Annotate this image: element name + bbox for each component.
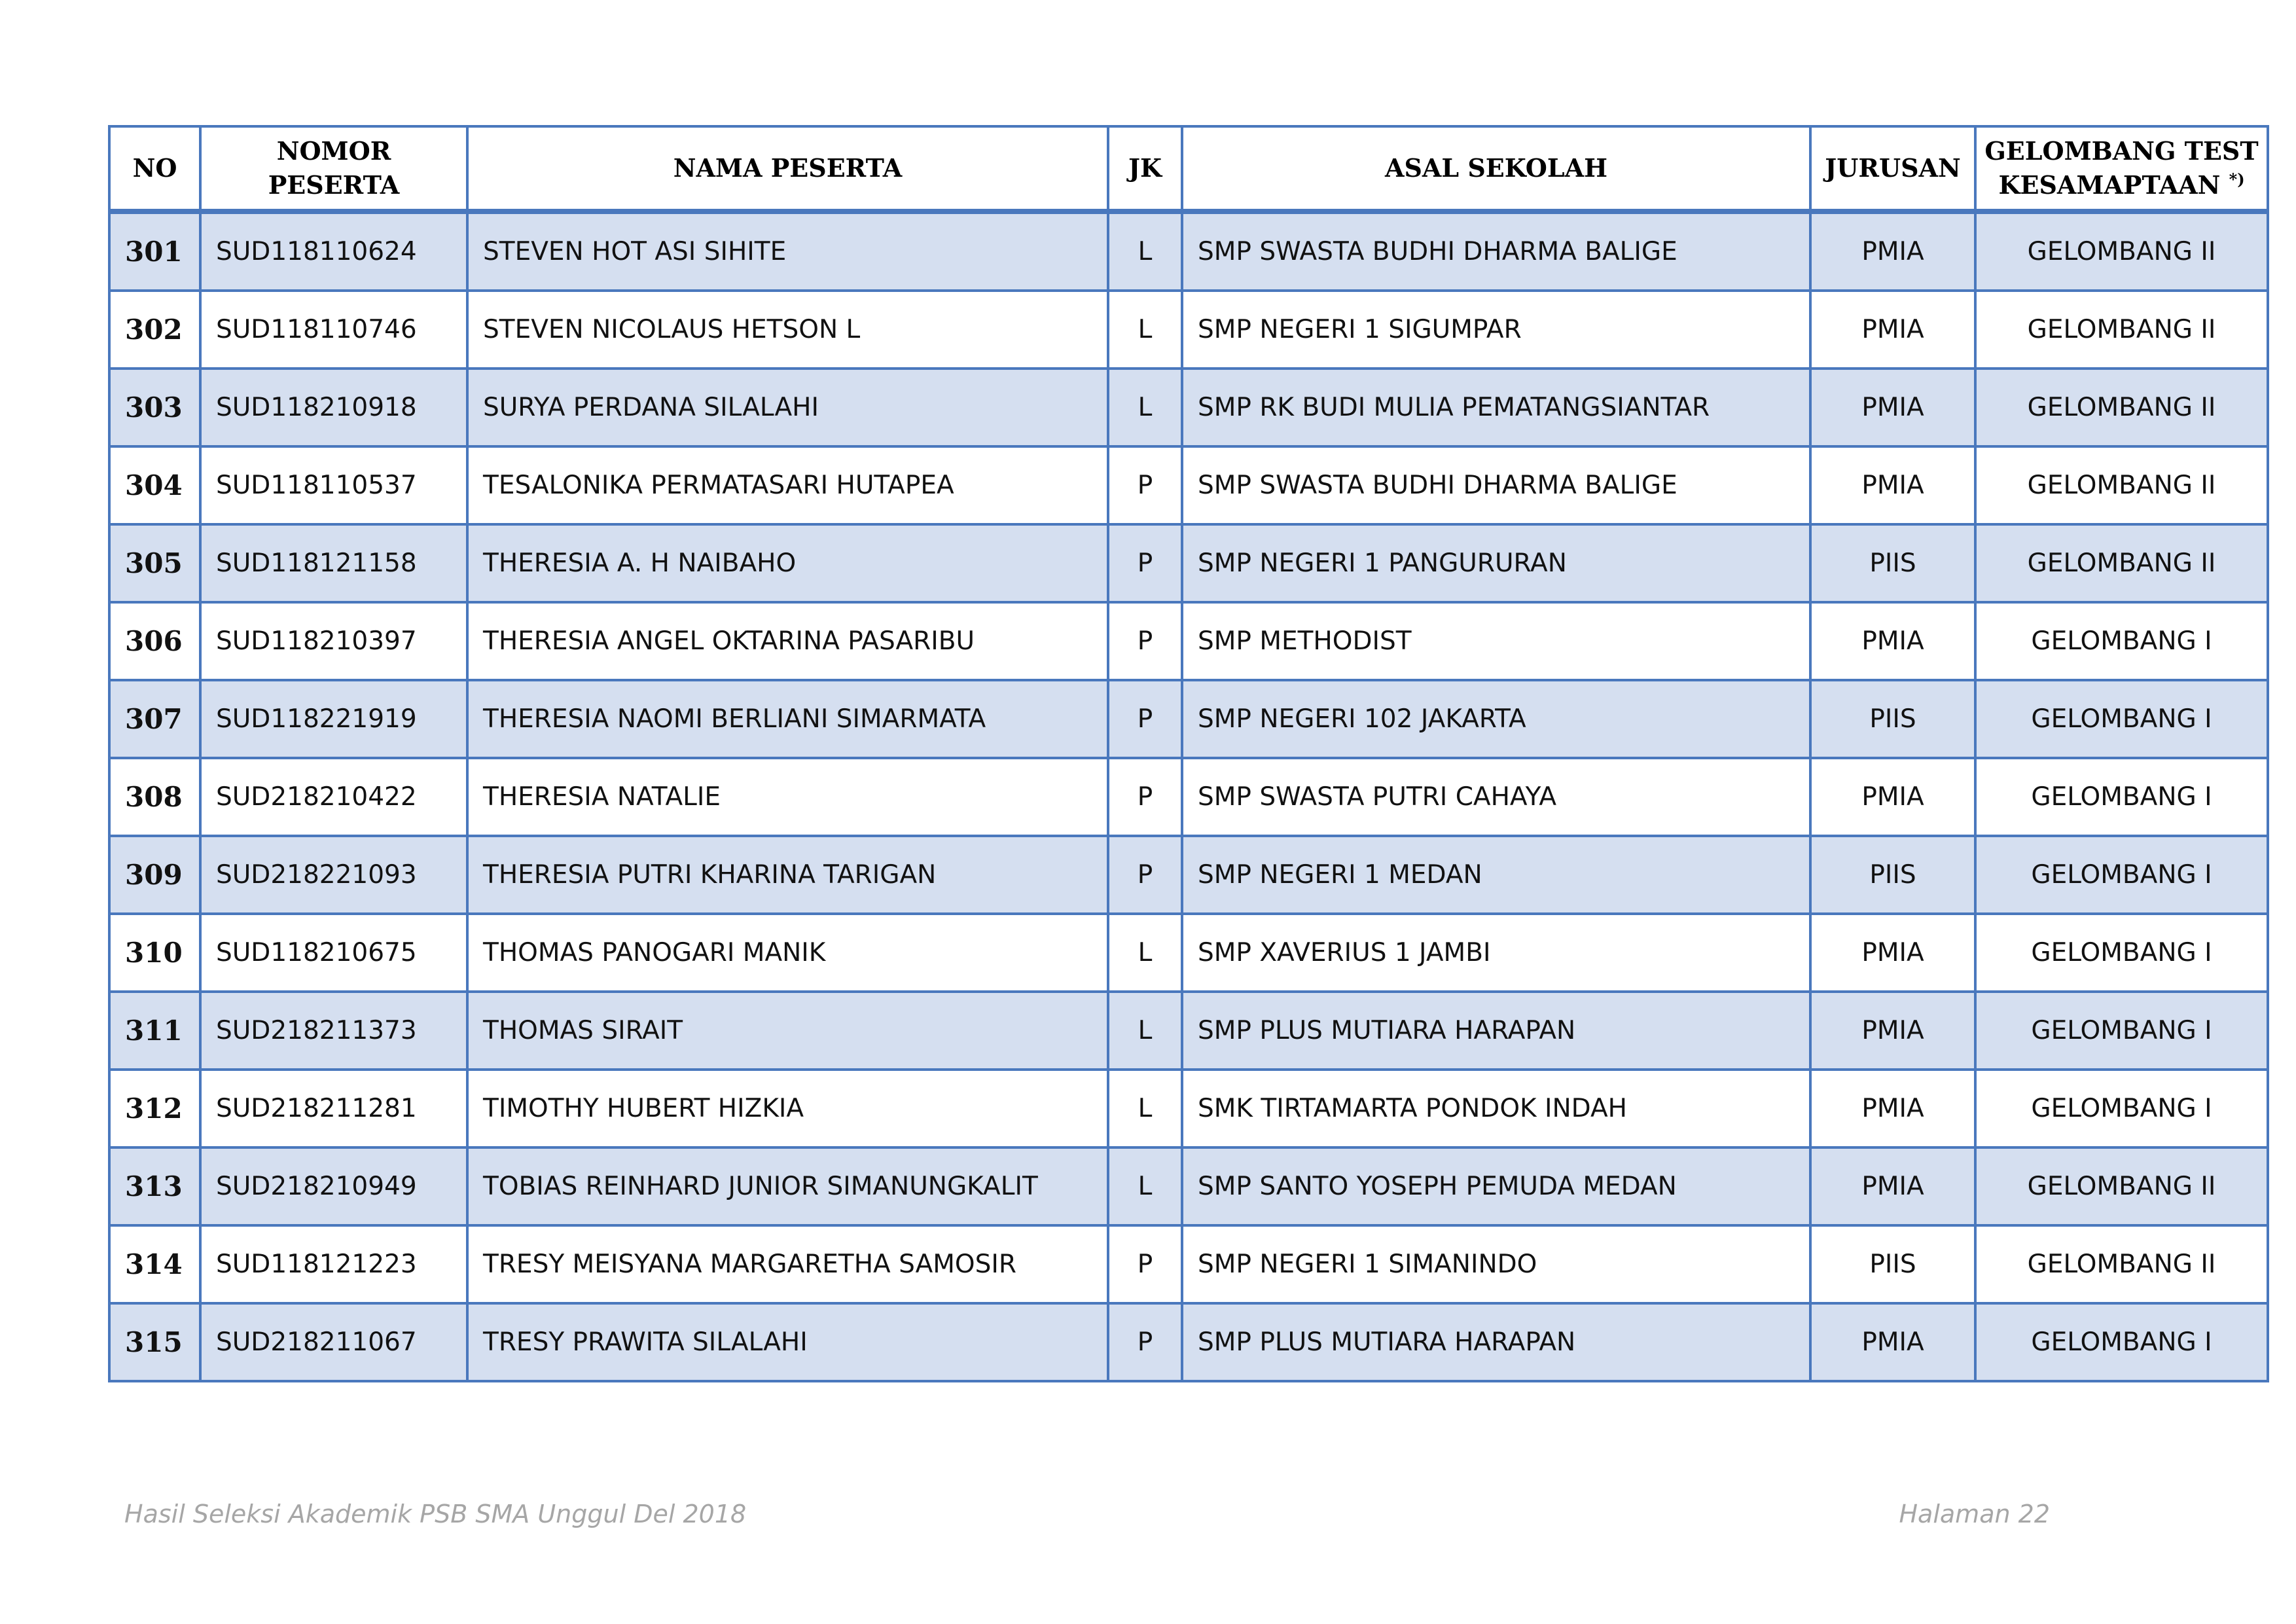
table-row [109,836,2268,914]
cell-asal-sekolah: SMP RK BUDI MULIA PEMATANGSIANTAR [1182,369,1810,446]
table-row [109,602,2268,680]
cell-nama-peserta: THERESIA NATALIE [467,758,1108,836]
cell-asal-sekolah: SMP PLUS MUTIARA HARAPAN [1182,1303,1810,1381]
cell-nama-peserta: THOMAS PANOGARI MANIK [467,914,1108,992]
cell-nomor-peserta: SUD118121223 [200,1225,467,1303]
cell-jurusan: PMIA [1810,1147,1975,1225]
cell-asal-sekolah: SMP SANTO YOSEPH PEMUDA MEDAN [1182,1147,1810,1225]
cell-jurusan: PMIA [1810,602,1975,680]
cell-jk: L [1108,211,1182,291]
cell-jk: P [1108,1303,1182,1381]
cell-nomor-peserta: SUD118221919 [200,680,467,758]
table-row [109,524,2268,602]
table-row [109,446,2268,524]
table-row [109,758,2268,836]
cell-jk: P [1108,836,1182,914]
table-row [109,914,2268,992]
table-row [109,1303,2268,1381]
cell-jurusan: PMIA [1810,758,1975,836]
cell-no: 302 [109,291,200,369]
cell-nomor-peserta: SUD218210422 [200,758,467,836]
cell-jk: P [1108,524,1182,602]
cell-no: 315 [109,1303,200,1381]
cell-gelombang: GELOMBANG II [1975,524,2268,602]
cell-no: 306 [109,602,200,680]
cell-gelombang: GELOMBANG II [1975,1225,2268,1303]
header-asal-sekolah: ASAL SEKOLAH [1182,126,1810,211]
cell-jk: L [1108,1070,1182,1147]
cell-no: 303 [109,369,200,446]
cell-nama-peserta: THOMAS SIRAIT [467,992,1108,1070]
cell-nama-peserta: THERESIA ANGEL OKTARINA PASARIBU [467,602,1108,680]
cell-jk: L [1108,1147,1182,1225]
cell-asal-sekolah: SMP SWASTA PUTRI CAHAYA [1182,758,1810,836]
cell-asal-sekolah: SMK TIRTAMARTA PONDOK INDAH [1182,1070,1810,1147]
table-header-row [109,126,2268,211]
cell-nomor-peserta: SUD118110624 [200,211,467,291]
cell-asal-sekolah: SMP NEGERI 1 MEDAN [1182,836,1810,914]
cell-nomor-peserta: SUD118210675 [200,914,467,992]
cell-nama-peserta: TOBIAS REINHARD JUNIOR SIMANUNGKALIT [467,1147,1108,1225]
cell-gelombang: GELOMBANG II [1975,446,2268,524]
table-body [109,211,2268,1381]
cell-nama-peserta: TESALONIKA PERMATASARI HUTAPEA [467,446,1108,524]
cell-jurusan: PMIA [1810,369,1975,446]
table-row [109,1070,2268,1147]
cell-jurusan: PMIA [1810,914,1975,992]
cell-no: 305 [109,524,200,602]
cell-nama-peserta: TIMOTHY HUBERT HIZKIA [467,1070,1108,1147]
cell-asal-sekolah: SMP XAVERIUS 1 JAMBI [1182,914,1810,992]
cell-no: 307 [109,680,200,758]
cell-gelombang: GELOMBANG I [1975,914,2268,992]
cell-nama-peserta: THERESIA NAOMI BERLIANI SIMARMATA [467,680,1108,758]
table-row [109,992,2268,1070]
cell-jurusan: PMIA [1810,446,1975,524]
footnote-mark: *) [2229,170,2245,189]
cell-nomor-peserta: SUD218211373 [200,992,467,1070]
header-jurusan: JURUSAN [1810,126,1975,211]
cell-nama-peserta: THERESIA A. H NAIBAHO [467,524,1108,602]
header-gelombang-test: GELOMBANG TEST KESAMAPTAAN *) [1975,126,2268,211]
cell-jk: L [1108,291,1182,369]
cell-gelombang: GELOMBANG II [1975,369,2268,446]
cell-gelombang: GELOMBANG I [1975,1070,2268,1147]
cell-jk: L [1108,369,1182,446]
cell-nomor-peserta: SUD118121158 [200,524,467,602]
cell-gelombang: GELOMBANG II [1975,1147,2268,1225]
cell-no: 311 [109,992,200,1070]
cell-asal-sekolah: SMP PLUS MUTIARA HARAPAN [1182,992,1810,1070]
table-row [109,369,2268,446]
cell-no: 310 [109,914,200,992]
cell-gelombang: GELOMBANG I [1975,1303,2268,1381]
table-row [109,680,2268,758]
cell-nama-peserta: TRESY PRAWITA SILALAHI [467,1303,1108,1381]
header-nama-peserta: NAMA PESERTA [467,126,1108,211]
cell-gelombang: GELOMBANG I [1975,602,2268,680]
cell-jurusan: PIIS [1810,836,1975,914]
cell-jk: L [1108,992,1182,1070]
cell-gelombang: GELOMBANG I [1975,992,2268,1070]
cell-asal-sekolah: SMP NEGERI 1 SIGUMPAR [1182,291,1810,369]
cell-nomor-peserta: SUD218221093 [200,836,467,914]
cell-asal-sekolah: SMP SWASTA BUDHI DHARMA BALIGE [1182,446,1810,524]
cell-nomor-peserta: SUD118110537 [200,446,467,524]
cell-no: 312 [109,1070,200,1147]
cell-nama-peserta: STEVEN HOT ASI SIHITE [467,211,1108,291]
cell-nomor-peserta: SUD118210918 [200,369,467,446]
cell-gelombang: GELOMBANG I [1975,758,2268,836]
cell-nama-peserta: SURYA PERDANA SILALAHI [467,369,1108,446]
table-row [109,291,2268,369]
header-nomor-peserta: NOMOR PESERTA [200,126,467,211]
cell-jurusan: PMIA [1810,1303,1975,1381]
cell-no: 308 [109,758,200,836]
cell-jurusan: PIIS [1810,680,1975,758]
cell-jurusan: PIIS [1810,1225,1975,1303]
cell-jurusan: PIIS [1810,524,1975,602]
cell-asal-sekolah: SMP NEGERI 1 SIMANINDO [1182,1225,1810,1303]
table-row [109,211,2268,291]
cell-gelombang: GELOMBANG I [1975,680,2268,758]
cell-nomor-peserta: SUD218211067 [200,1303,467,1381]
cell-jurusan: PMIA [1810,291,1975,369]
cell-jurusan: PMIA [1810,1070,1975,1147]
cell-asal-sekolah: SMP NEGERI 102 JAKARTA [1182,680,1810,758]
cell-jurusan: PMIA [1810,992,1975,1070]
cell-jurusan: PMIA [1810,211,1975,291]
cell-jk: P [1108,602,1182,680]
header-no: NO [109,126,200,211]
cell-asal-sekolah: SMP NEGERI 1 PANGURURAN [1182,524,1810,602]
cell-gelombang: GELOMBANG II [1975,211,2268,291]
cell-asal-sekolah: SMP SWASTA BUDHI DHARMA BALIGE [1182,211,1810,291]
cell-nama-peserta: TRESY MEISYANA MARGARETHA SAMOSIR [467,1225,1108,1303]
cell-no: 301 [109,211,200,291]
cell-jk: P [1108,758,1182,836]
cell-no: 304 [109,446,200,524]
footer-page-number: Halaman 22 [1899,1500,2050,1528]
table-row [109,1147,2268,1225]
cell-no: 314 [109,1225,200,1303]
cell-gelombang: GELOMBANG II [1975,291,2268,369]
cell-no: 309 [109,836,200,914]
cell-no: 313 [109,1147,200,1225]
footer-document-title: Hasil Seleksi Akademik PSB SMA Unggul Del 2018 [124,1500,747,1528]
header-jk: JK [1108,126,1182,211]
cell-nomor-peserta: SUD218210949 [200,1147,467,1225]
cell-jk: P [1108,680,1182,758]
cell-nama-peserta: THERESIA PUTRI KHARINA TARIGAN [467,836,1108,914]
cell-jk: P [1108,1225,1182,1303]
cell-jk: L [1108,914,1182,992]
cell-asal-sekolah: SMP METHODIST [1182,602,1810,680]
cell-gelombang: GELOMBANG I [1975,836,2268,914]
table-row [109,1225,2268,1303]
results-table [108,125,2269,1382]
cell-nomor-peserta: SUD118210397 [200,602,467,680]
cell-nomor-peserta: SUD118110746 [200,291,467,369]
cell-nomor-peserta: SUD218211281 [200,1070,467,1147]
cell-jk: P [1108,446,1182,524]
cell-nama-peserta: STEVEN NICOLAUS HETSON L [467,291,1108,369]
